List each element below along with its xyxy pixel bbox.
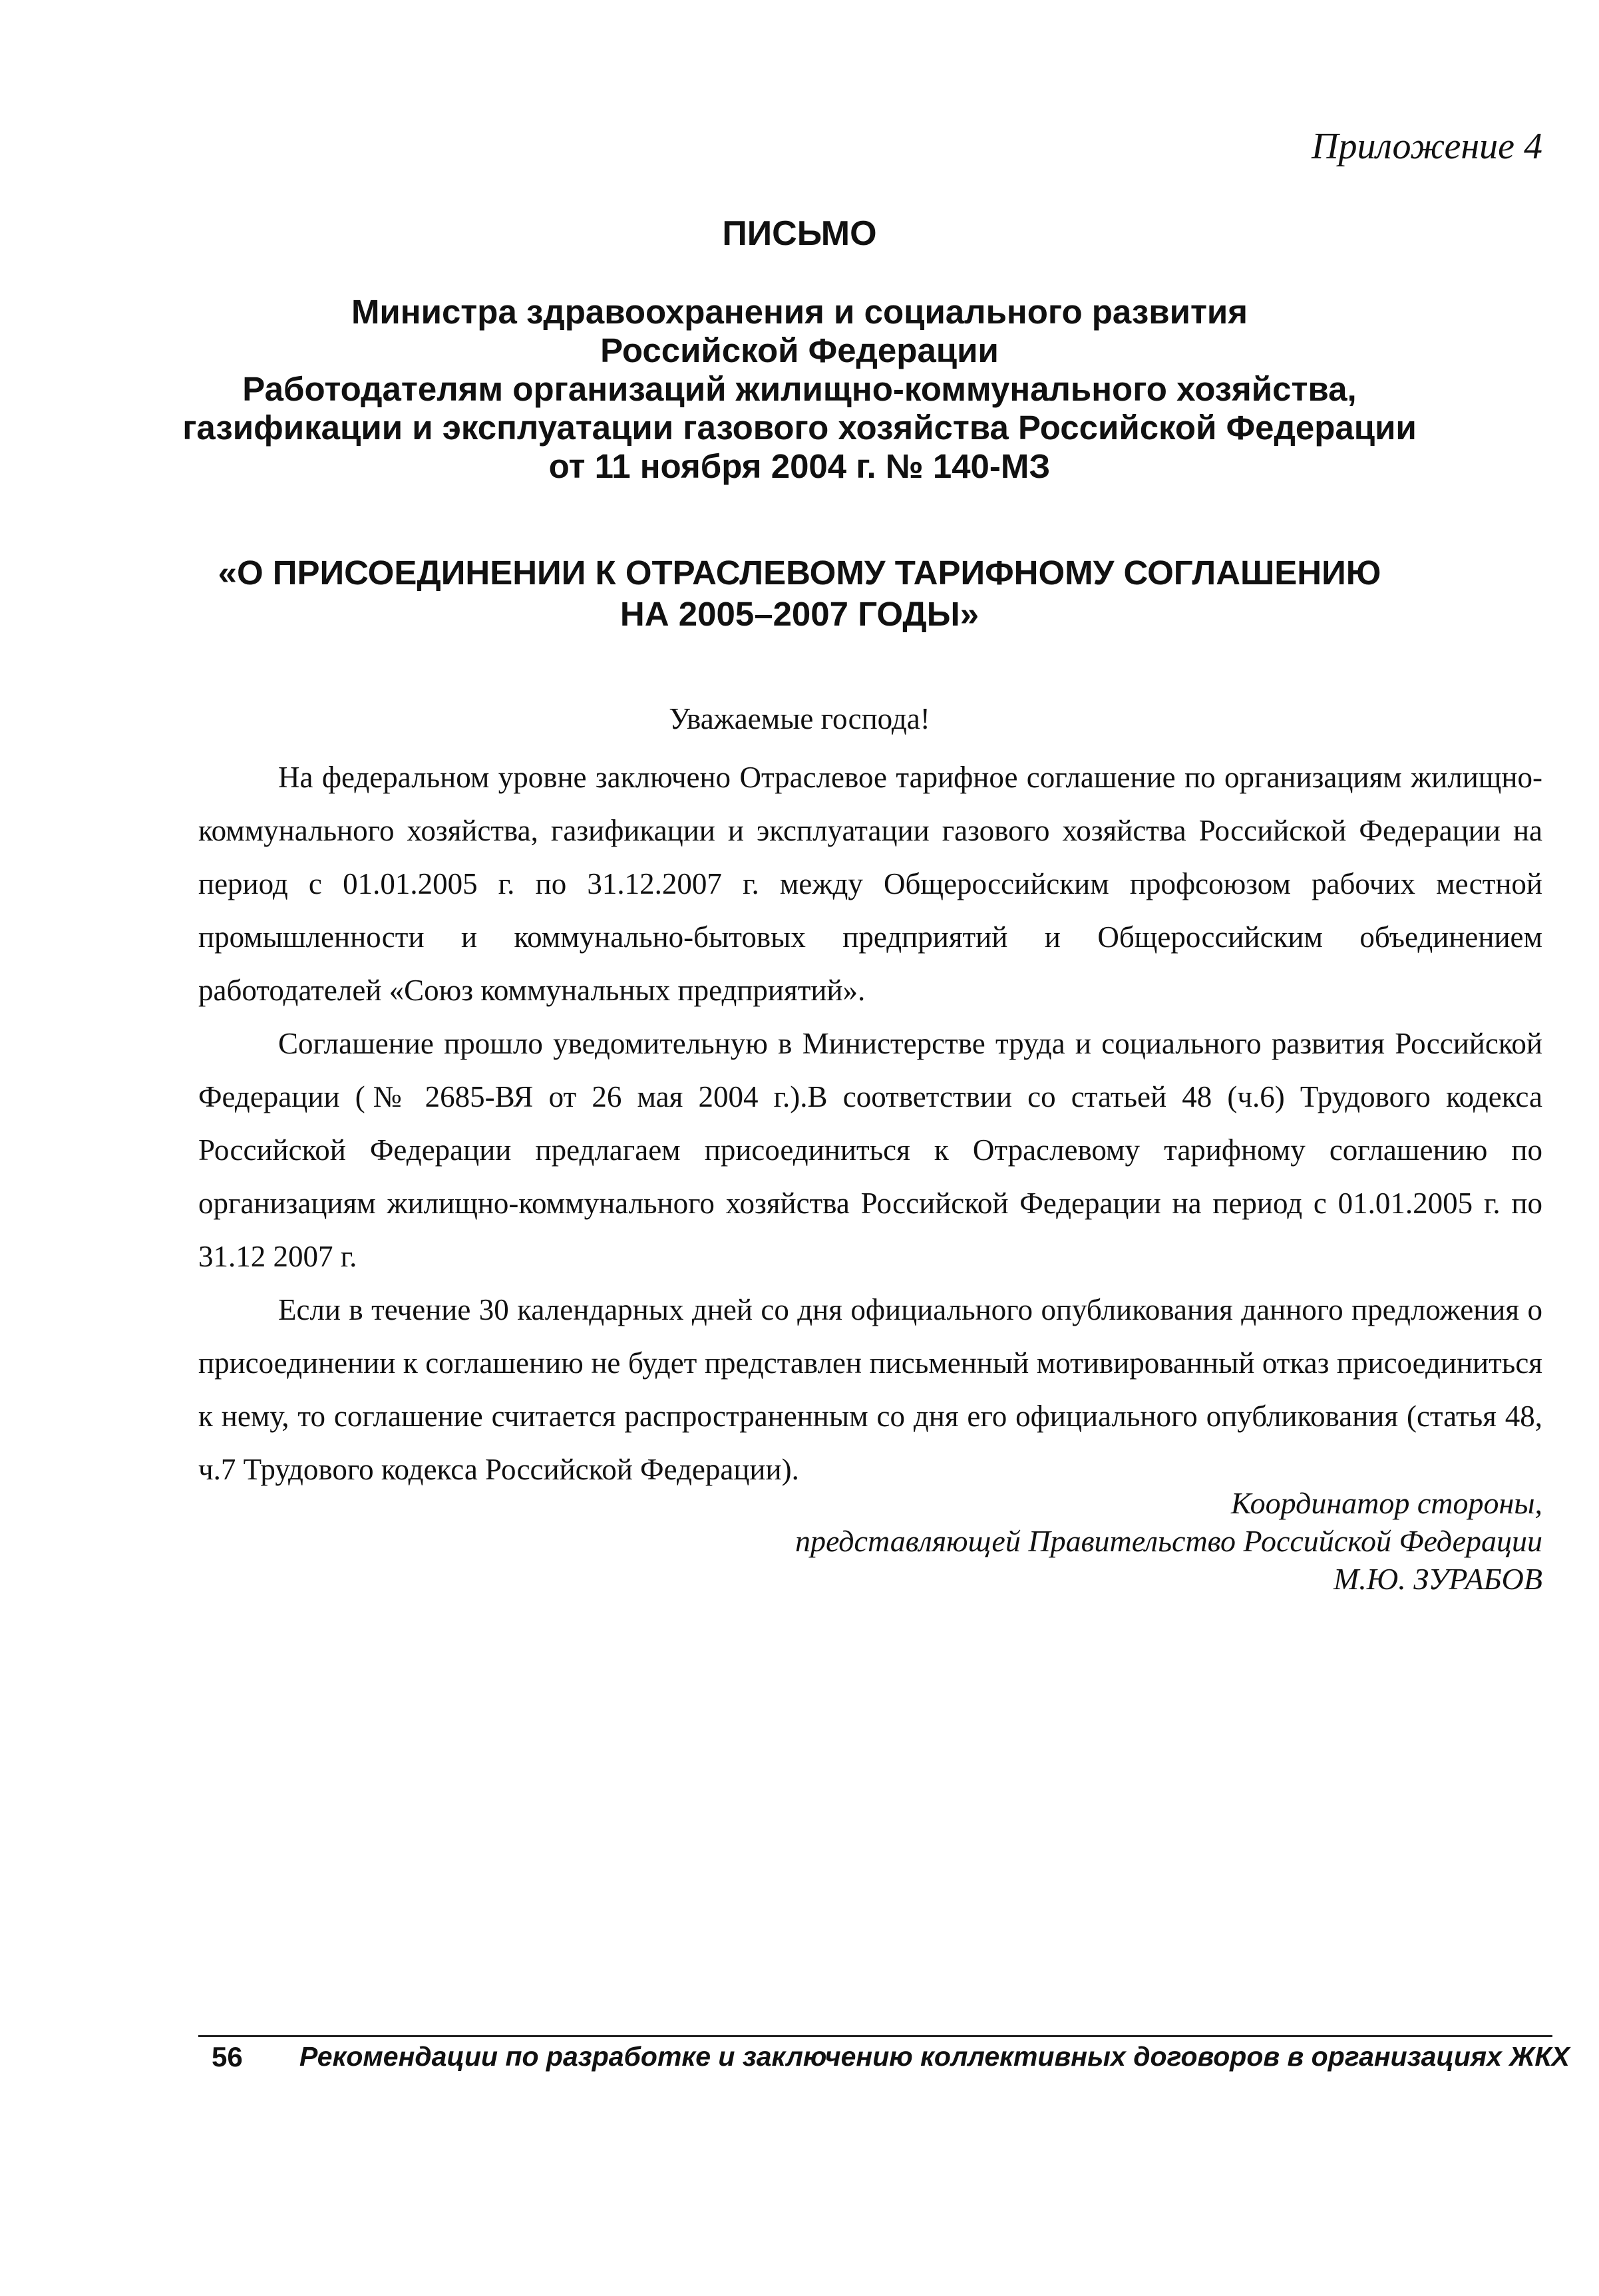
body-paragraph: Соглашение прошло уведомительную в Министерстве труда и социального развития Российской Федерации (№ 2685-ВЯ от 26 мая 2004 г.).В соответствии со статьей 48 (ч.6) Трудового кодекса Российской Федерации предлагаем присоединиться к Отраслевому тарифному соглашению по организациям жилищно-коммунального хозяйства Российской Федерации на период с 01.01.2005 г. по 31.12 2007 г. <box>198 1027 1542 1273</box>
letter-body <box>198 751 1542 1496</box>
subject-line: «О ПРИСОЕДИНЕНИИ К ОТРАСЛЕВОМУ ТАРИФНОМУ СОГЛАШЕНИЮ <box>218 554 1381 592</box>
signatory-role: Координатор стороны, <box>1230 1486 1542 1520</box>
issuer-line: от 11 ноября 2004 г. № 140-МЗ <box>548 447 1051 485</box>
issuer-line: Министра здравоохранения и социального развития <box>351 293 1248 331</box>
signatory-role: представляющей Правительство Российской Федерации <box>795 1524 1542 1558</box>
body-paragraph: На федеральном уровне заключено Отраслевое тарифное соглашение по организациям жилищно-коммунального хозяйства, газификации и эксплуатации газового хозяйства Российской Федерации на период с 01.01.2005 г. по 31.12.2007 г. между Общероссийским профсоюзом рабочих местной промышленности и коммунально-бытовых предприятий и Общероссийским объединением работодателей «Союз коммунальных предприятий». <box>198 761 1542 1007</box>
appendix-label: Приложение 4 <box>1312 126 1542 167</box>
footer-divider <box>198 2035 1552 2037</box>
signatory-name: М.Ю. ЗУРАБОВ <box>1333 1562 1542 1596</box>
document-type-heading: ПИСЬМО <box>722 214 877 253</box>
page-number: 56 <box>212 2041 243 2072</box>
issuer-line: газификации и эксплуатации газового хозяйства Российской Федерации <box>182 409 1417 447</box>
subject-title <box>0 552 1599 635</box>
issuer-line: Работодателям организаций жилищно-коммунального хозяйства, <box>242 370 1357 408</box>
subject-line: НА 2005–2007 ГОДЫ» <box>620 595 979 633</box>
body-paragraph: Если в течение 30 календарных дней со дня официального опубликования данного предложения о присоединении к соглашению не будет представлен письменный мотивированный отказ присоединиться к нему, то соглашение считается распространенным со дня его официального опубликования (статья 48, ч.7 Трудового кодекса Российской Федерации). <box>198 1293 1542 1486</box>
issuer-line: Российской Федерации <box>600 331 999 369</box>
issuer-block <box>0 293 1599 486</box>
signature-block <box>795 1484 1542 1598</box>
running-title: Рекомендации по разработке и заключению коллективных договоров в организациях ЖКХ <box>299 2041 1570 2072</box>
greeting: Уважаемые господа! <box>669 702 930 735</box>
